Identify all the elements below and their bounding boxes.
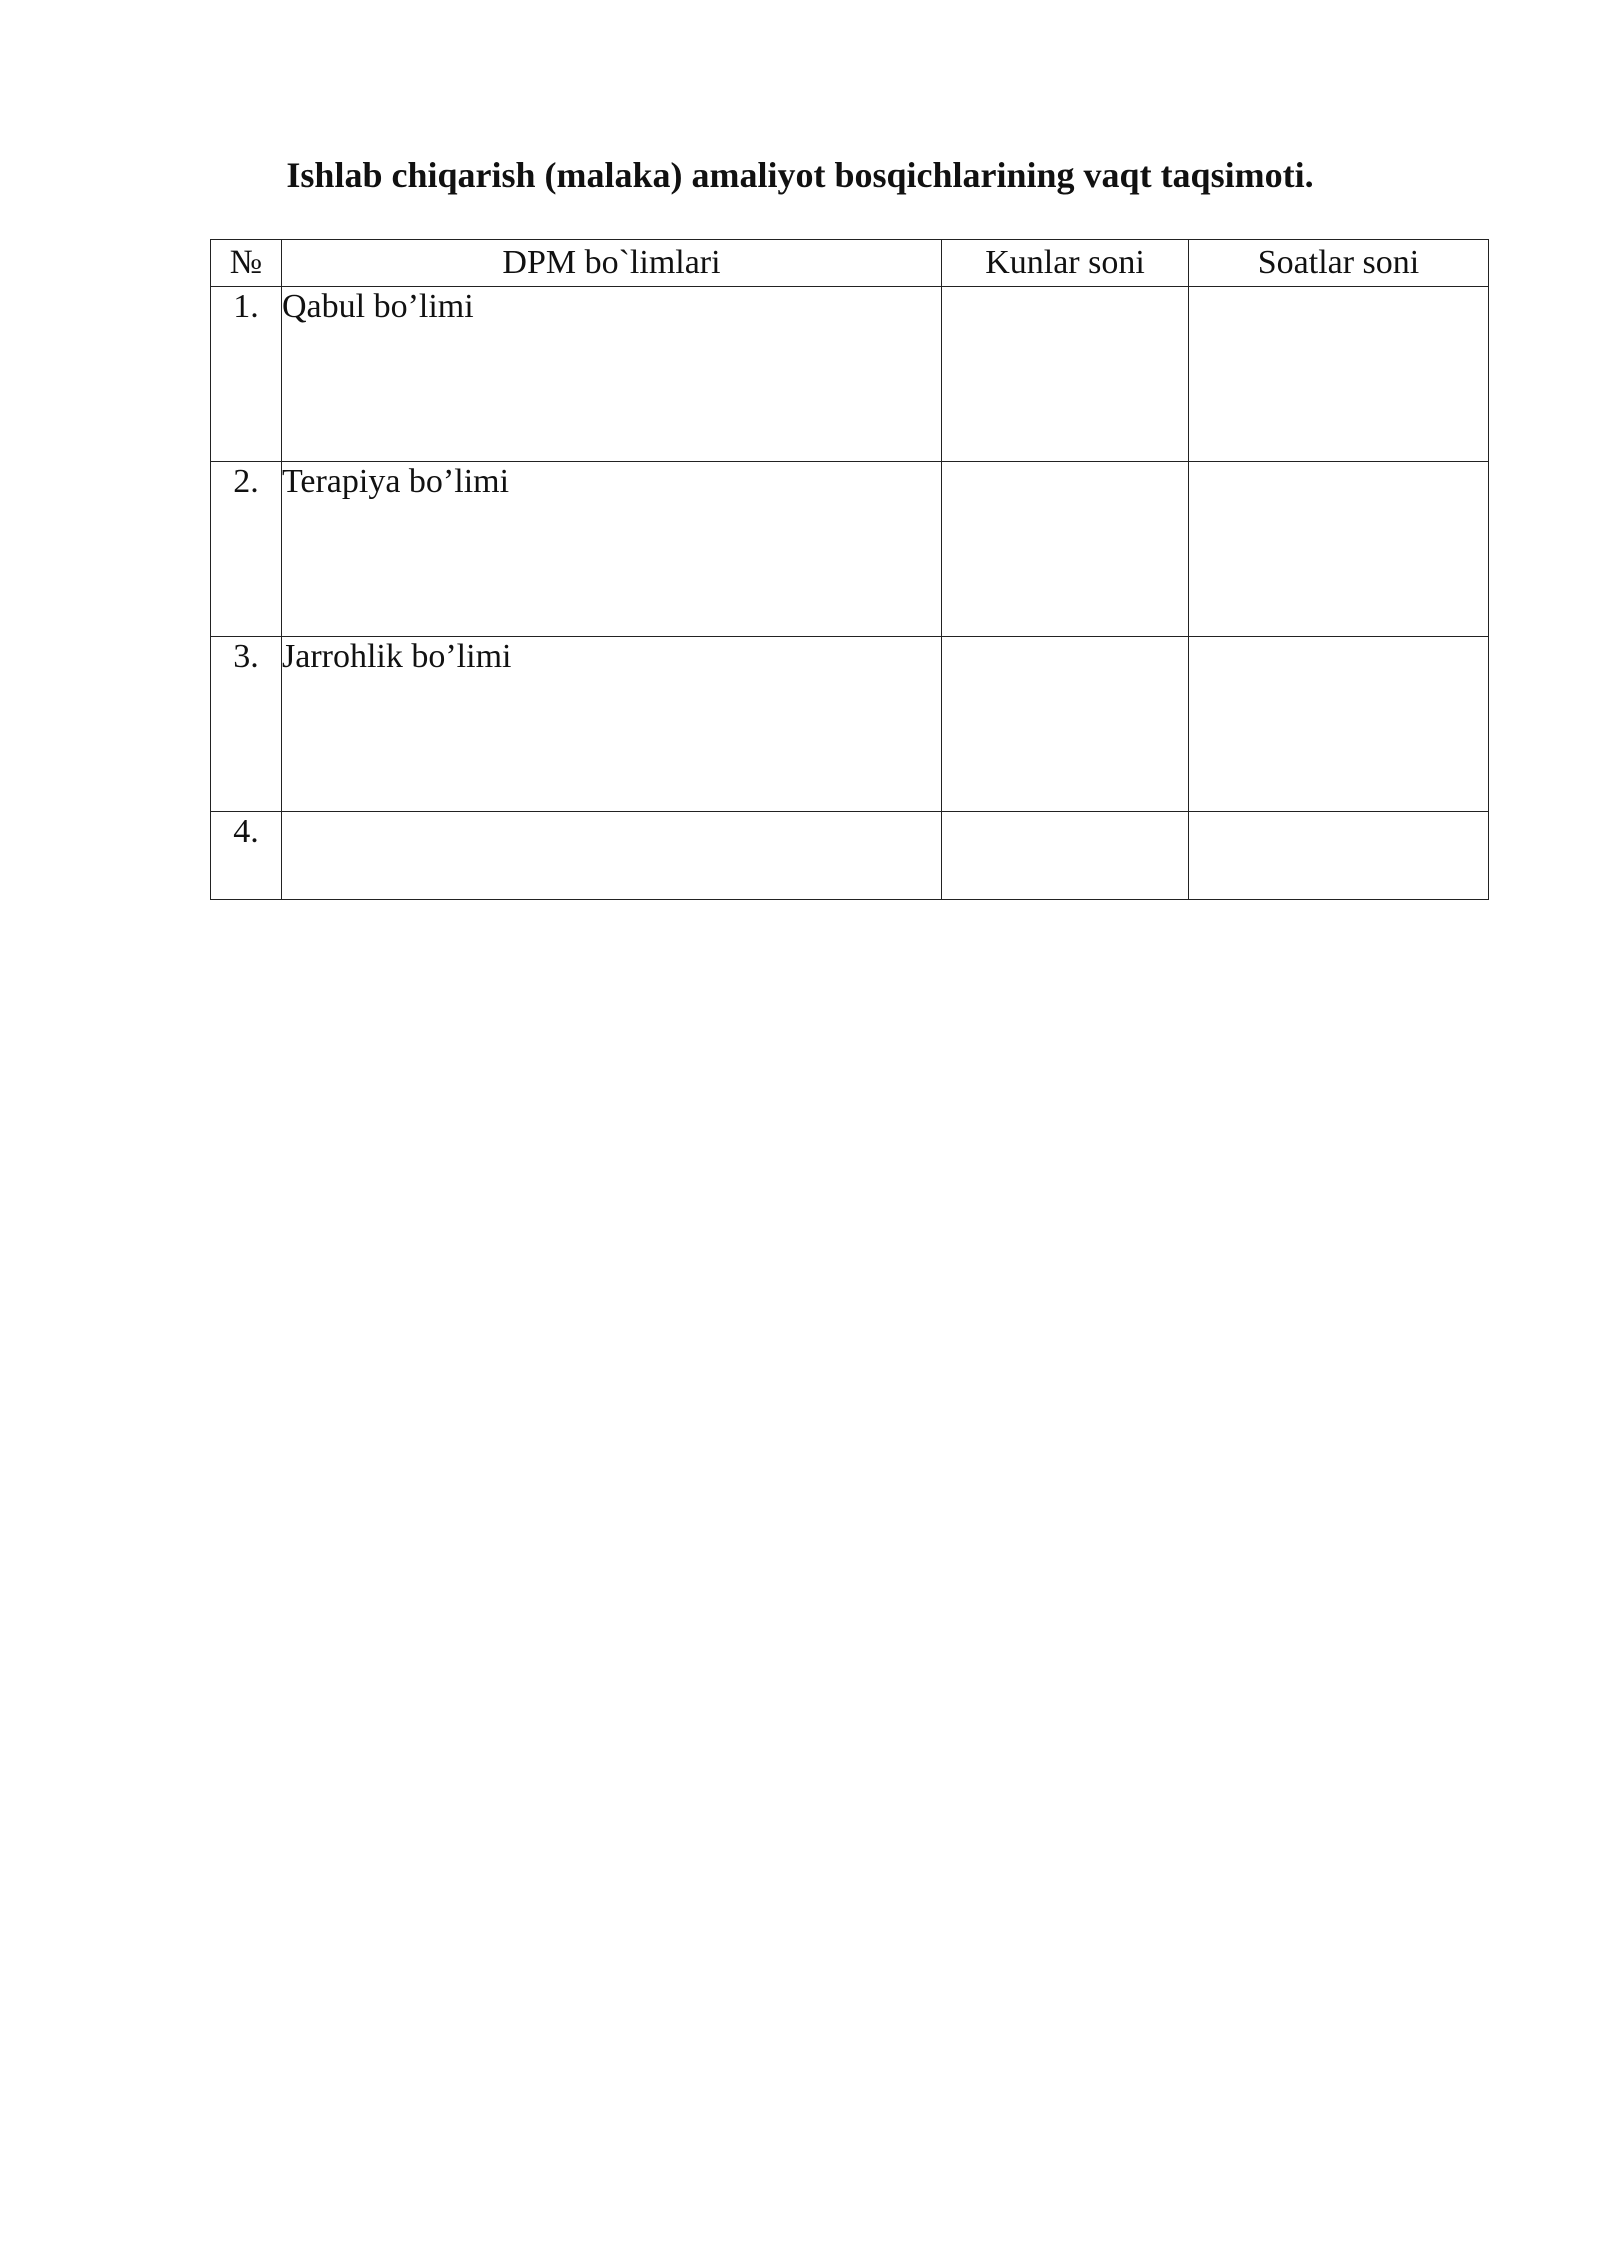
row-number: 2. xyxy=(211,462,282,637)
header-hours: Soatlar soni xyxy=(1189,240,1489,287)
department-name: Jarrohlik bo’limi xyxy=(282,637,942,812)
department-name: Terapiya bo’limi xyxy=(282,462,942,637)
department-name xyxy=(282,812,942,900)
department-name: Qabul bo’limi xyxy=(282,287,942,462)
days-cell xyxy=(942,637,1189,812)
header-department: DPM bo`limlari xyxy=(282,240,942,287)
hours-cell xyxy=(1189,462,1489,637)
hours-cell xyxy=(1189,812,1489,900)
days-cell xyxy=(942,287,1189,462)
days-cell xyxy=(942,812,1189,900)
hours-cell xyxy=(1189,637,1489,812)
table-row xyxy=(211,812,1489,900)
table-header-row xyxy=(211,240,1489,287)
row-number: 3. xyxy=(211,637,282,812)
days-cell xyxy=(942,462,1189,637)
row-number: 1. xyxy=(211,287,282,462)
schedule-table xyxy=(210,239,1489,900)
row-number: 4. xyxy=(211,812,282,900)
table-row xyxy=(211,462,1489,637)
table-row xyxy=(211,287,1489,462)
hours-cell xyxy=(1189,287,1489,462)
header-number: № xyxy=(211,240,282,287)
header-days: Kunlar soni xyxy=(942,240,1189,287)
page-title: Ishlab chiqarish (malaka) amaliyot bosqichlarining vaqt taqsimoti. xyxy=(286,155,1314,195)
table-row xyxy=(211,637,1489,812)
